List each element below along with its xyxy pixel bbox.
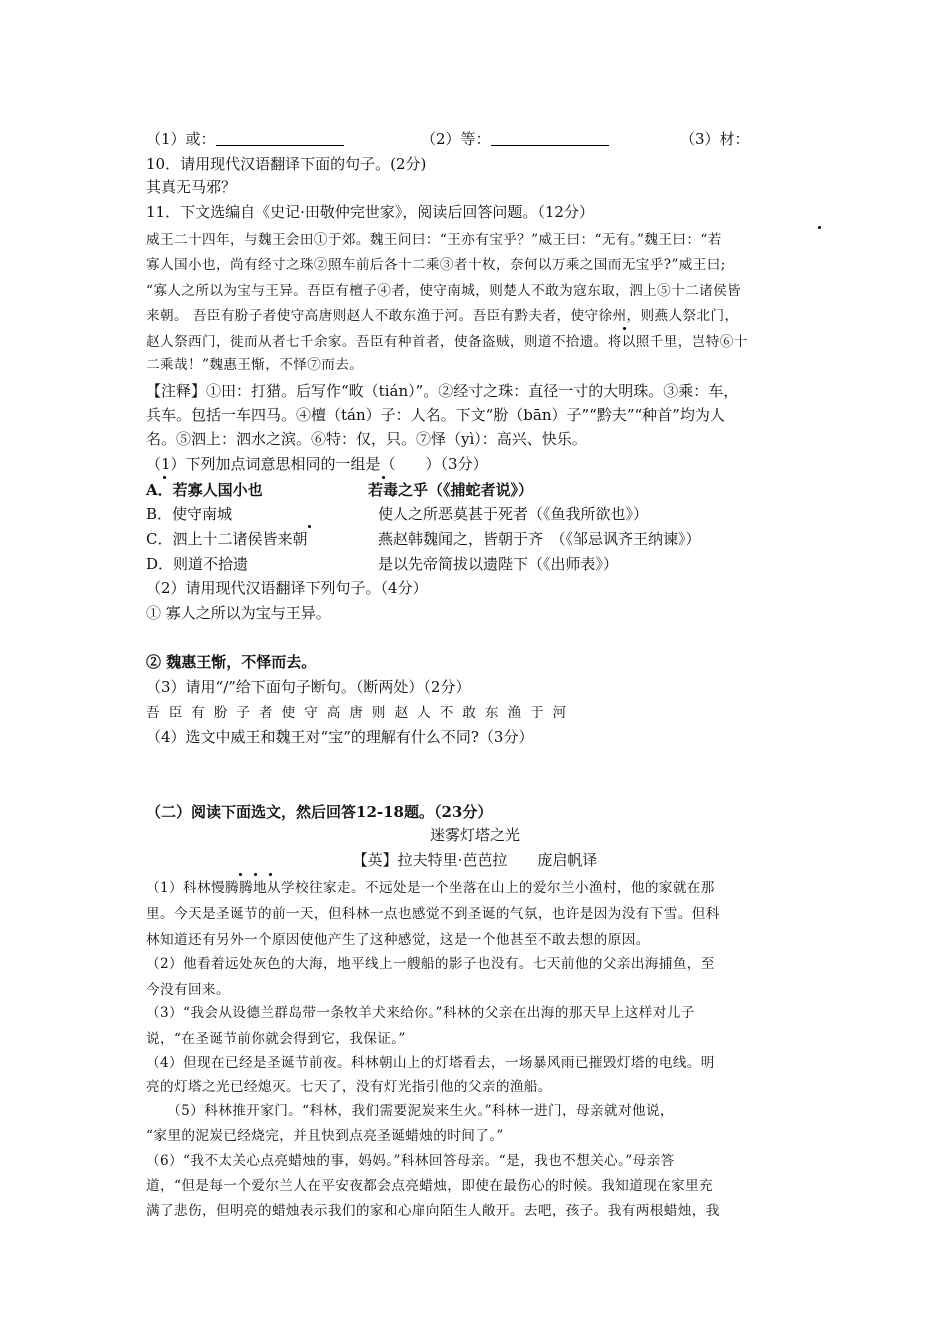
option-c-left: C．泗上十二诸侯皆来朝 — [146, 530, 308, 548]
emphasis-dot — [254, 873, 257, 876]
emphasis-dot — [818, 226, 821, 229]
article-line: “家里的泥炭已经烧完，并且快到点亮圣诞蜡烛的时间了。” — [146, 1128, 504, 1144]
passage-line: 来朝。 吾臣有肦子者使守高唐则赵人不敢东渔于河。吾臣有黔夫者，使守徐州，则燕人祭北门， — [146, 308, 739, 324]
article-line: 里。今天是圣诞节的前一天，但科林一点也感觉不到圣诞的气氛，也许是因为没有下雪。但科 — [146, 906, 720, 922]
q10-prompt: 10．请用现代汉语翻译下面的句子。(2分) — [146, 155, 427, 173]
q11-prompt: 11．下文选编自《史记·田敬仲完世家》，阅读后回答问题。（12分） — [146, 203, 594, 221]
option-a-left: A．若寡人国小也 — [146, 481, 263, 499]
q9-line — [146, 128, 344, 150]
q9-item-3 — [680, 128, 750, 150]
emphasis-dot — [269, 873, 272, 876]
passage-line: 寡人国小也，尚有经寸之珠②照车前后各十二乘③者十枚，奈何以万乘之国而无宝乎?”威王曰; — [146, 257, 726, 273]
article-line: 道，“但是每一个爱尔兰人在平安夜都会点亮蜡烛，即使在最伤心的时候。我知道现在家里充 — [146, 1178, 714, 1194]
article-line: 说，“在圣诞节前你就会得到它，我保证。” — [146, 1031, 406, 1047]
passage-line: 威王二十四年，与魏王会田①于郊。魏王问曰：“王亦有宝乎？”威王曰：“无有。”魏王曰：“若 — [146, 232, 722, 248]
option-a-right: 若毒之乎（《捕蛇者说》） — [368, 481, 534, 499]
passage-line: “寡人之所以为宝与王异。吾臣有檀子④者，使守南城，则楚人不敢为寇东取，泗上⑤十二诸侯皆 — [146, 283, 742, 299]
emphasis-dot — [239, 873, 242, 876]
q11-sub2-sentence-2: ② 魏惠王惭，不怿而去。 — [146, 653, 317, 671]
q11-sub2-sentence-1: ① 寡人之所以为宝与王异。 — [146, 604, 331, 622]
q11-sub3-prompt: （3）请用“/”给下面句子断句。（断两处）（2分） — [146, 678, 471, 696]
q9-item-1-label: （1）或： — [146, 130, 216, 148]
article-line: 林知道还有另外一个原因使他产生了这种感觉，这是一个他甚至不敢去想的原因。 — [146, 932, 650, 948]
article-line: 今没有回来。 — [146, 982, 230, 998]
emphasis-dot — [623, 327, 626, 330]
article-line: （4）但现在已经是圣诞节前夜。科林朝山上的灯塔看去，一场暴风雨已摧毁灯塔的电线。明 — [146, 1055, 715, 1071]
article-line: （2）他看着远处灰色的大海，地平线上一艘船的影子也没有。七天前他的父亲出海捕鱼，至 — [146, 956, 715, 972]
article-line: （6）“我不太关心点亮蜡烛的事，妈妈。”科林回答母亲。“是，我也不想关心。”母亲答 — [146, 1153, 675, 1169]
q11-sub2-prompt: （2）请用现代汉语翻译下列句子。（4分） — [146, 579, 428, 597]
q11-sub3-text: 吾臣有肦子者使守高唐则赵人不敢东渔于河 — [146, 705, 576, 721]
emphasis-dot — [308, 525, 311, 528]
q9-item-2 — [421, 128, 609, 150]
article-author: 【英】拉夫特里·芭芭拉 庞启帆译 — [352, 851, 598, 869]
passage-line: 赵人祭西门，徙而从者七千余家。吾臣有种首者，使备盗贼，则道不拾遗。将以照千里，岂特⑥十 — [146, 334, 748, 350]
emphasis-dot — [382, 476, 385, 479]
notes-line: 兵车。包括一车四马。④檀（tán）子：人名。下文“肦（bān）子”“黔夫”“种首”均为人 — [146, 406, 725, 424]
option-b-left: B．使守南城 — [146, 505, 233, 523]
q9-item-2-label: （2）等： — [421, 130, 491, 148]
q11-sub1-prompt: （1）下列加点词意思相同的一组是（ ）（3分） — [146, 455, 488, 473]
article-line: （3）“我会从设德兰群岛带一条牧羊犬来给你。”科林的父亲在出海的那天早上这样对儿子 — [146, 1005, 695, 1021]
article-line: 满了悲伤，但明亮的蜡烛表示我们的家和心扉向陌生人敞开。去吧，孩子。我有两根蜡烛，我 — [146, 1203, 720, 1219]
emphasis-dot — [163, 476, 166, 479]
article-title: 迷雾灯塔之光 — [429, 826, 520, 844]
q9-answer-2-field[interactable] — [491, 131, 609, 146]
section2-heading: （二）阅读下面选文，然后回答12-18题。（23分） — [146, 803, 493, 821]
passage-line: 二乘哉！”魏惠王惭，不怿⑦而去。 — [146, 357, 364, 373]
notes-line: 名。⑤泗上：泗水之滨。⑥特：仅，只。⑦怿（yì）：高兴、快乐。 — [146, 430, 587, 448]
article-line: （1）科林慢腾腾地从学校往家走。不远处是一个坐落在山上的爱尔兰小渔村，他的家就在那 — [146, 880, 715, 896]
article-line: （5）科林推开家门。“科林，我们需要泥炭来生火。”科林一进门，母亲就对他说， — [146, 1103, 674, 1119]
notes-line: 【注释】①田：打猎。后写作“畋（tián）”。②经寸之珠：直径一寸的大明珠。③乘：车， — [146, 382, 739, 400]
option-b-right: 使人之所恶莫甚于死者（《鱼我所欲也》） — [378, 505, 649, 523]
option-d-right: 是以先帝简拔以遗陛下（《出师表》） — [378, 555, 619, 573]
q11-sub4-prompt: （4）选文中威王和魏王对“宝”的理解有什么不同?（3分） — [146, 728, 534, 746]
q10-sentence: 其真无马邪？ — [146, 178, 237, 196]
option-c-right: 燕赵韩魏闻之，皆朝于齐 （《邹忌讽齐王纳谏》） — [378, 530, 701, 548]
article-line: 亮的灯塔之光已经熄灭。七天了，没有灯光指引他的父亲的渔船。 — [146, 1079, 552, 1095]
q9-item-3-label: （3）材： — [680, 130, 750, 148]
q9-answer-1-field[interactable] — [216, 131, 344, 146]
option-d-left: D．则道不拾遗 — [146, 555, 249, 573]
